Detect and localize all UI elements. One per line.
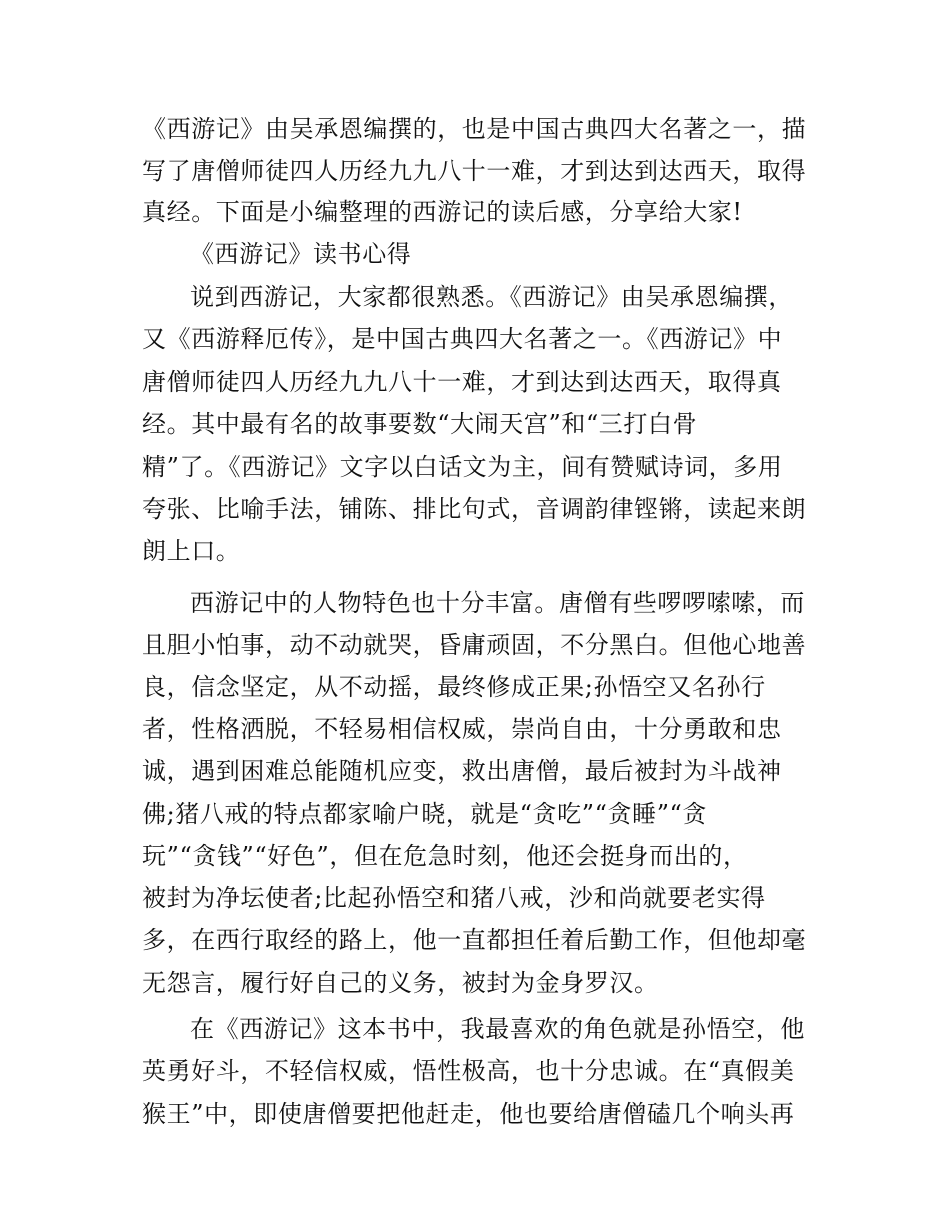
text-line: 经。其中最有名的故事要数“大闹天宫”和“三打白骨 <box>142 410 698 438</box>
text-line: 无怨言，履行好自己的义务，被封为金身罗汉。 <box>142 969 659 997</box>
text-line: 诚，遇到困难总能随机应变，救出唐僧，最后被封为斗战神 <box>142 757 782 785</box>
text-line: 说到西游记，大家都很熟悉。《西游记》由吴承恩编撰， <box>190 283 793 311</box>
text-line: 佛;猪八戒的特点都家喻户晓，就是“贪吃”“贪睡”“贪 <box>142 800 708 828</box>
text-line: 写了唐僧师徒四人历经九九八十一难，才到达到达西天，取得 <box>142 157 807 185</box>
text-line: 被封为净坛使者;比起孙悟空和猪八戒，沙和尚就要老实得 <box>142 884 766 912</box>
text-line: 者，性格洒脱，不轻易相信权威，崇尚自由，十分勇敢和忠 <box>142 715 782 743</box>
text-line: 英勇好斗，不轻信权威，悟性极高，也十分忠诚。在“真假美 <box>142 1057 795 1085</box>
section-heading: 《西游记》读书心得 <box>190 240 412 268</box>
text-line: 朗上口。 <box>142 537 241 565</box>
text-line: 且胆小怕事，动不动就哭，昏庸顽固，不分黑白。但他心地善 <box>142 631 807 659</box>
text-line: 精”了。《西游记》文字以白话文为主，间有赞赋诗词，多用 <box>142 453 783 481</box>
text-line: 唐僧师徒四人历经九九八十一难，才到达到达西天，取得真 <box>142 368 782 396</box>
text-line: 又《西游释厄传》，是中国古典四大名著之一。《西游记》中 <box>142 325 783 353</box>
text-line: 《西游记》由吴承恩编撰的，也是中国古典四大名著之一，描 <box>142 115 807 143</box>
text-line: 猴王”中，即使唐僧要把他赶走，他也要给唐僧磕几个响头再 <box>142 1100 795 1128</box>
text-line: 真经。下面是小编整理的西游记的读后感，分享给大家! <box>142 198 743 226</box>
text-line: 玩”“贪钱”“好色”，但在危急时刻，他还会挺身而出的， <box>142 842 748 870</box>
text-line: 夸张、比喻手法，铺陈、排比句式，音调韵律铿锵，读起来朗 <box>142 495 807 523</box>
text-line: 良，信念坚定，从不动摇，最终修成正果;孙悟空又名孙行 <box>142 673 766 701</box>
text-line: 多，在西行取经的路上，他一直都担任着后勤工作，但他却毫 <box>142 926 807 954</box>
text-line: 西游记中的人物特色也十分丰富。唐僧有些啰啰嗦嗦，而 <box>190 589 805 617</box>
text-line: 在《西游记》这本书中，我最喜欢的角色就是孙悟空，他 <box>190 1015 805 1043</box>
